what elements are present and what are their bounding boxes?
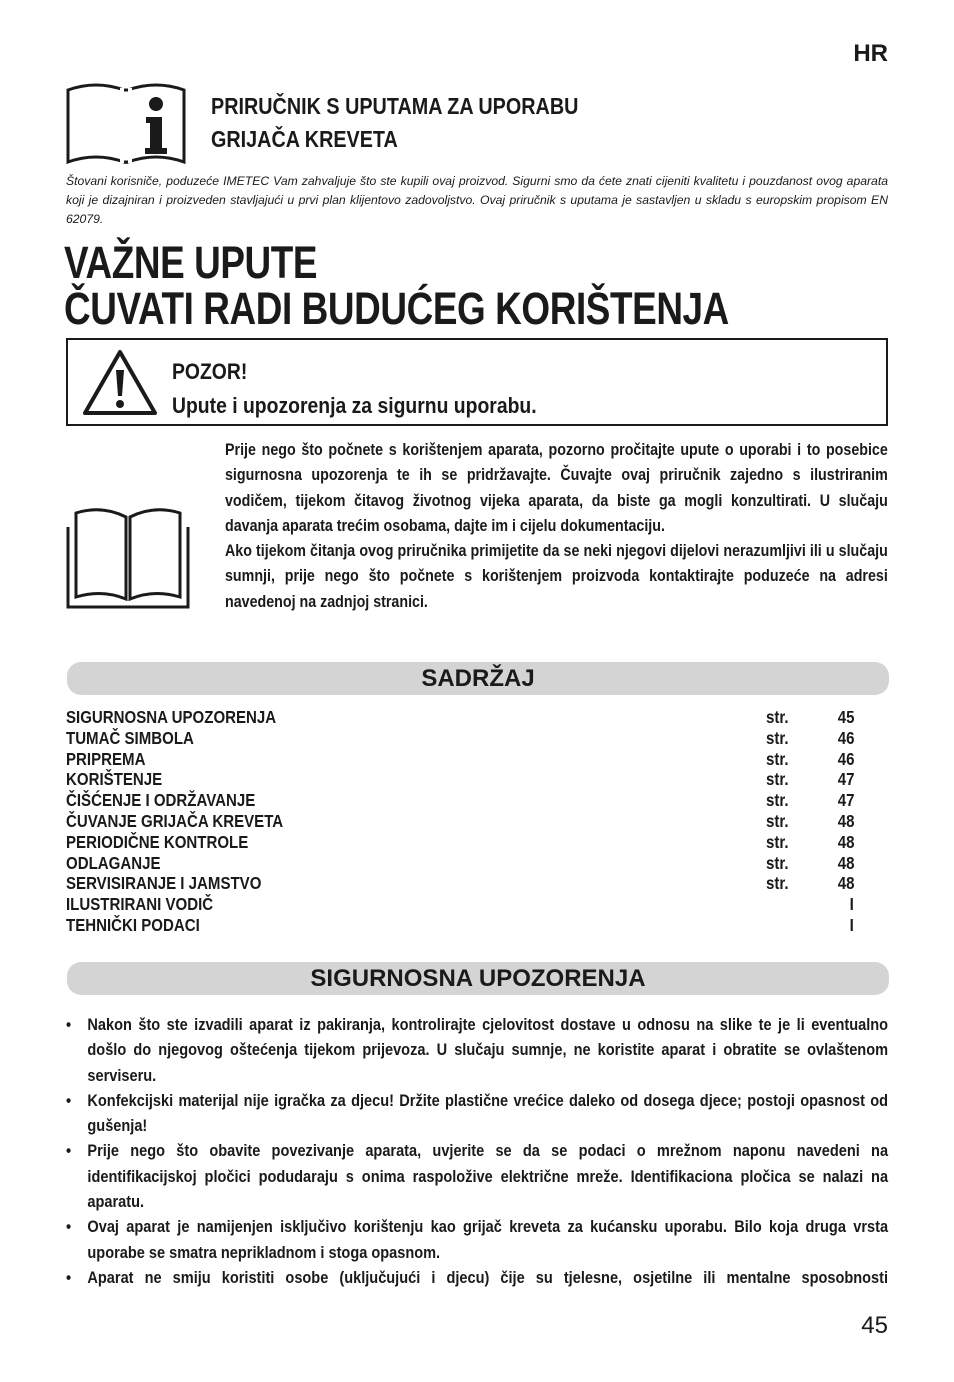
toc-item-page: 48 bbox=[837, 810, 854, 831]
toc-item-page: I bbox=[849, 894, 854, 915]
intro-text: Štovani korisniče, poduzeće IMETEC Vam zahvaljuje što ste kupili ovaj proizvod. Sigurni smo da ćete znati cijeniti kvalitetu i pouzdanost ovog aparata koji je dizajniran i proizveden stavljajući u prvi plan klijentovo zadovoljstvo. Ovaj priručnik s uputama je sastavljen u skladu s europskim propisom EN 62079. bbox=[66, 174, 888, 226]
bullet-dot: • bbox=[66, 1090, 72, 1110]
safety-bullet-text: Aparat ne smiju koristiti osobe (uključujući i djecu) čije su tjelesne, osjetilne ili mentalne sposobnosti bbox=[87, 1267, 889, 1287]
contents-heading-bar bbox=[67, 662, 889, 695]
toc-item-page: 45 bbox=[837, 707, 854, 727]
toc-item-title: TEHNIČKI PODACI bbox=[66, 914, 200, 935]
toc-item-str-label: str. bbox=[766, 727, 789, 748]
bullet-dot: • bbox=[66, 1015, 72, 1034]
safety-heading: SIGURNOSNA UPOZORENJA bbox=[310, 964, 646, 992]
toc-item-str-label: str. bbox=[766, 790, 789, 811]
toc-item-str-label: str. bbox=[766, 873, 789, 894]
manual-title bbox=[211, 90, 578, 156]
toc-row bbox=[66, 749, 854, 770]
toc-item-page: 46 bbox=[837, 727, 854, 748]
read-manual-text bbox=[225, 437, 888, 614]
toc-item-title: SERVISIRANJE I JAMSTVO bbox=[66, 873, 262, 894]
table-of-contents bbox=[66, 707, 854, 936]
toc-row bbox=[66, 811, 854, 832]
toc-item-title: ČUVANJE GRIJAČA KREVETA bbox=[66, 810, 284, 831]
main-title bbox=[64, 237, 729, 334]
safety-bullet-text: Prije nego što obavite povezivanje aparata, uvjerite se da se podaci o mrežnom naponu navedeni na identifikacijskoj pločici podudaraju s onima raspoložive električne mreže. Identifikaciona pločica se nalazi na aparatu. bbox=[87, 1141, 889, 1212]
toc-row bbox=[66, 873, 854, 894]
toc-item-title: PERIODIČNE KONTROLE bbox=[66, 831, 249, 852]
toc-item-str-label: str. bbox=[766, 852, 789, 873]
toc-row bbox=[66, 915, 854, 936]
main-title-line1: VAŽNE UPUTE bbox=[64, 237, 318, 288]
toc-row bbox=[66, 728, 854, 749]
toc-row bbox=[66, 832, 854, 853]
info-book-icon bbox=[66, 82, 186, 164]
safety-bullet-text: Ovaj aparat je namijenjen isključivo korištenju kao grijač kreveta za kućansku uporabu. Bilo koja druga vrsta uporabe se smatra neprikladnom i stoga opasnom. bbox=[87, 1217, 889, 1262]
toc-item-str-label: str. bbox=[766, 769, 789, 790]
toc-item-str-label: str. bbox=[766, 831, 789, 852]
safety-bullet-item bbox=[66, 1088, 888, 1139]
warning-triangle-icon bbox=[82, 348, 158, 416]
toc-item-page: 48 bbox=[837, 873, 854, 894]
toc-row bbox=[66, 769, 854, 790]
toc-item-title: SIGURNOSNA UPOZORENJA bbox=[66, 707, 277, 727]
bullet-dot: • bbox=[66, 1217, 72, 1237]
safety-bullet-item bbox=[66, 1214, 888, 1265]
toc-item-str-label: str. bbox=[766, 810, 789, 831]
toc-item-title: ILUSTRIRANI VODIČ bbox=[66, 894, 214, 915]
warning-text bbox=[172, 355, 537, 423]
toc-row bbox=[66, 707, 854, 728]
manual-title-line2: GRIJAČA KREVETA bbox=[211, 126, 398, 152]
toc-item-page: 47 bbox=[837, 769, 854, 790]
toc-row bbox=[66, 894, 854, 915]
bullet-dot: • bbox=[66, 1267, 72, 1287]
open-book-icon bbox=[66, 507, 190, 609]
safety-bullet-item bbox=[66, 1265, 888, 1290]
language-code: HR bbox=[853, 40, 888, 67]
toc-row bbox=[66, 853, 854, 874]
safety-bullet-text: Nakon što ste izvadili aparat iz pakiranja, kontrolirajte cjelovitost dostave u odnosu na slike te je li eventualno došlo do njegovog oštećenja tijekom prijevoza. U slučaju sumnje, ne koristite aparat i obratite se ovlaštenom serviseru. bbox=[87, 1015, 889, 1085]
safety-heading-bar bbox=[67, 962, 889, 995]
toc-item-page: 48 bbox=[837, 831, 854, 852]
bullet-dot: • bbox=[66, 1141, 72, 1161]
main-title-line2: ČUVATI RADI BUDUĆEG KORIŠTENJA bbox=[64, 283, 729, 334]
toc-item-title: KORIŠTENJE bbox=[66, 769, 163, 790]
toc-item-title: PRIPREMA bbox=[66, 748, 146, 769]
read-manual-paragraph1: Prije nego što počnete s korištenjem aparata, pozorno pročitajte upute o uporabi i to posebice sigurnosna upozorenja te ih se pridržavajte. Čuvajte ovaj priručnik zajedno s ilustriranim vodičem, tijekom čitavog životnog vijeka aparata, da biste ga mogli konzultirati. U slučaju davanja aparata trećim osobama, dajte im i cijelu dokumentaciju. bbox=[225, 440, 888, 535]
safety-bullet-item bbox=[66, 1138, 888, 1214]
toc-item-title: ČIŠĆENJE I ODRŽAVANJE bbox=[66, 790, 256, 811]
toc-item-str-label: str. bbox=[766, 707, 789, 727]
page-number: 45 bbox=[861, 1312, 888, 1339]
safety-bullet-item bbox=[66, 1012, 888, 1088]
read-manual-paragraph2: Ako tijekom čitanja ovog priručnika primijetite da se neki njegovi dijelovi nerazumljivi ili u slučaju sumnji, prije nego što počnete s korištenjem proizvoda kontaktirajte poduzeće na adresi navedenoj na zadnjoj stranici. bbox=[225, 541, 888, 611]
manual-title-line1: PRIRUČNIK S UPUTAMA ZA UPORABU bbox=[211, 93, 579, 119]
safety-bullet-text: Konfekcijski materijal nije igračka za djecu! Držite plastične vrećice daleko od dosega djece; postoji opasnost od gušenja! bbox=[87, 1090, 889, 1136]
toc-item-page: 47 bbox=[837, 790, 854, 811]
toc-item-title: TUMAČ SIMBOLA bbox=[66, 727, 194, 748]
toc-item-page: 48 bbox=[837, 852, 854, 873]
toc-item-title: ODLAGANJE bbox=[66, 852, 161, 873]
warning-subtitle: Upute i upozorenja za sigurnu uporabu. bbox=[172, 393, 537, 418]
safety-bullet-list bbox=[66, 1012, 888, 1290]
toc-item-page: I bbox=[849, 914, 854, 935]
toc-item-str-label: str. bbox=[766, 748, 789, 769]
toc-row bbox=[66, 790, 854, 811]
toc-item-page: 46 bbox=[837, 748, 854, 769]
warning-title: POZOR! bbox=[172, 359, 248, 384]
contents-heading: SADRŽAJ bbox=[421, 664, 535, 692]
